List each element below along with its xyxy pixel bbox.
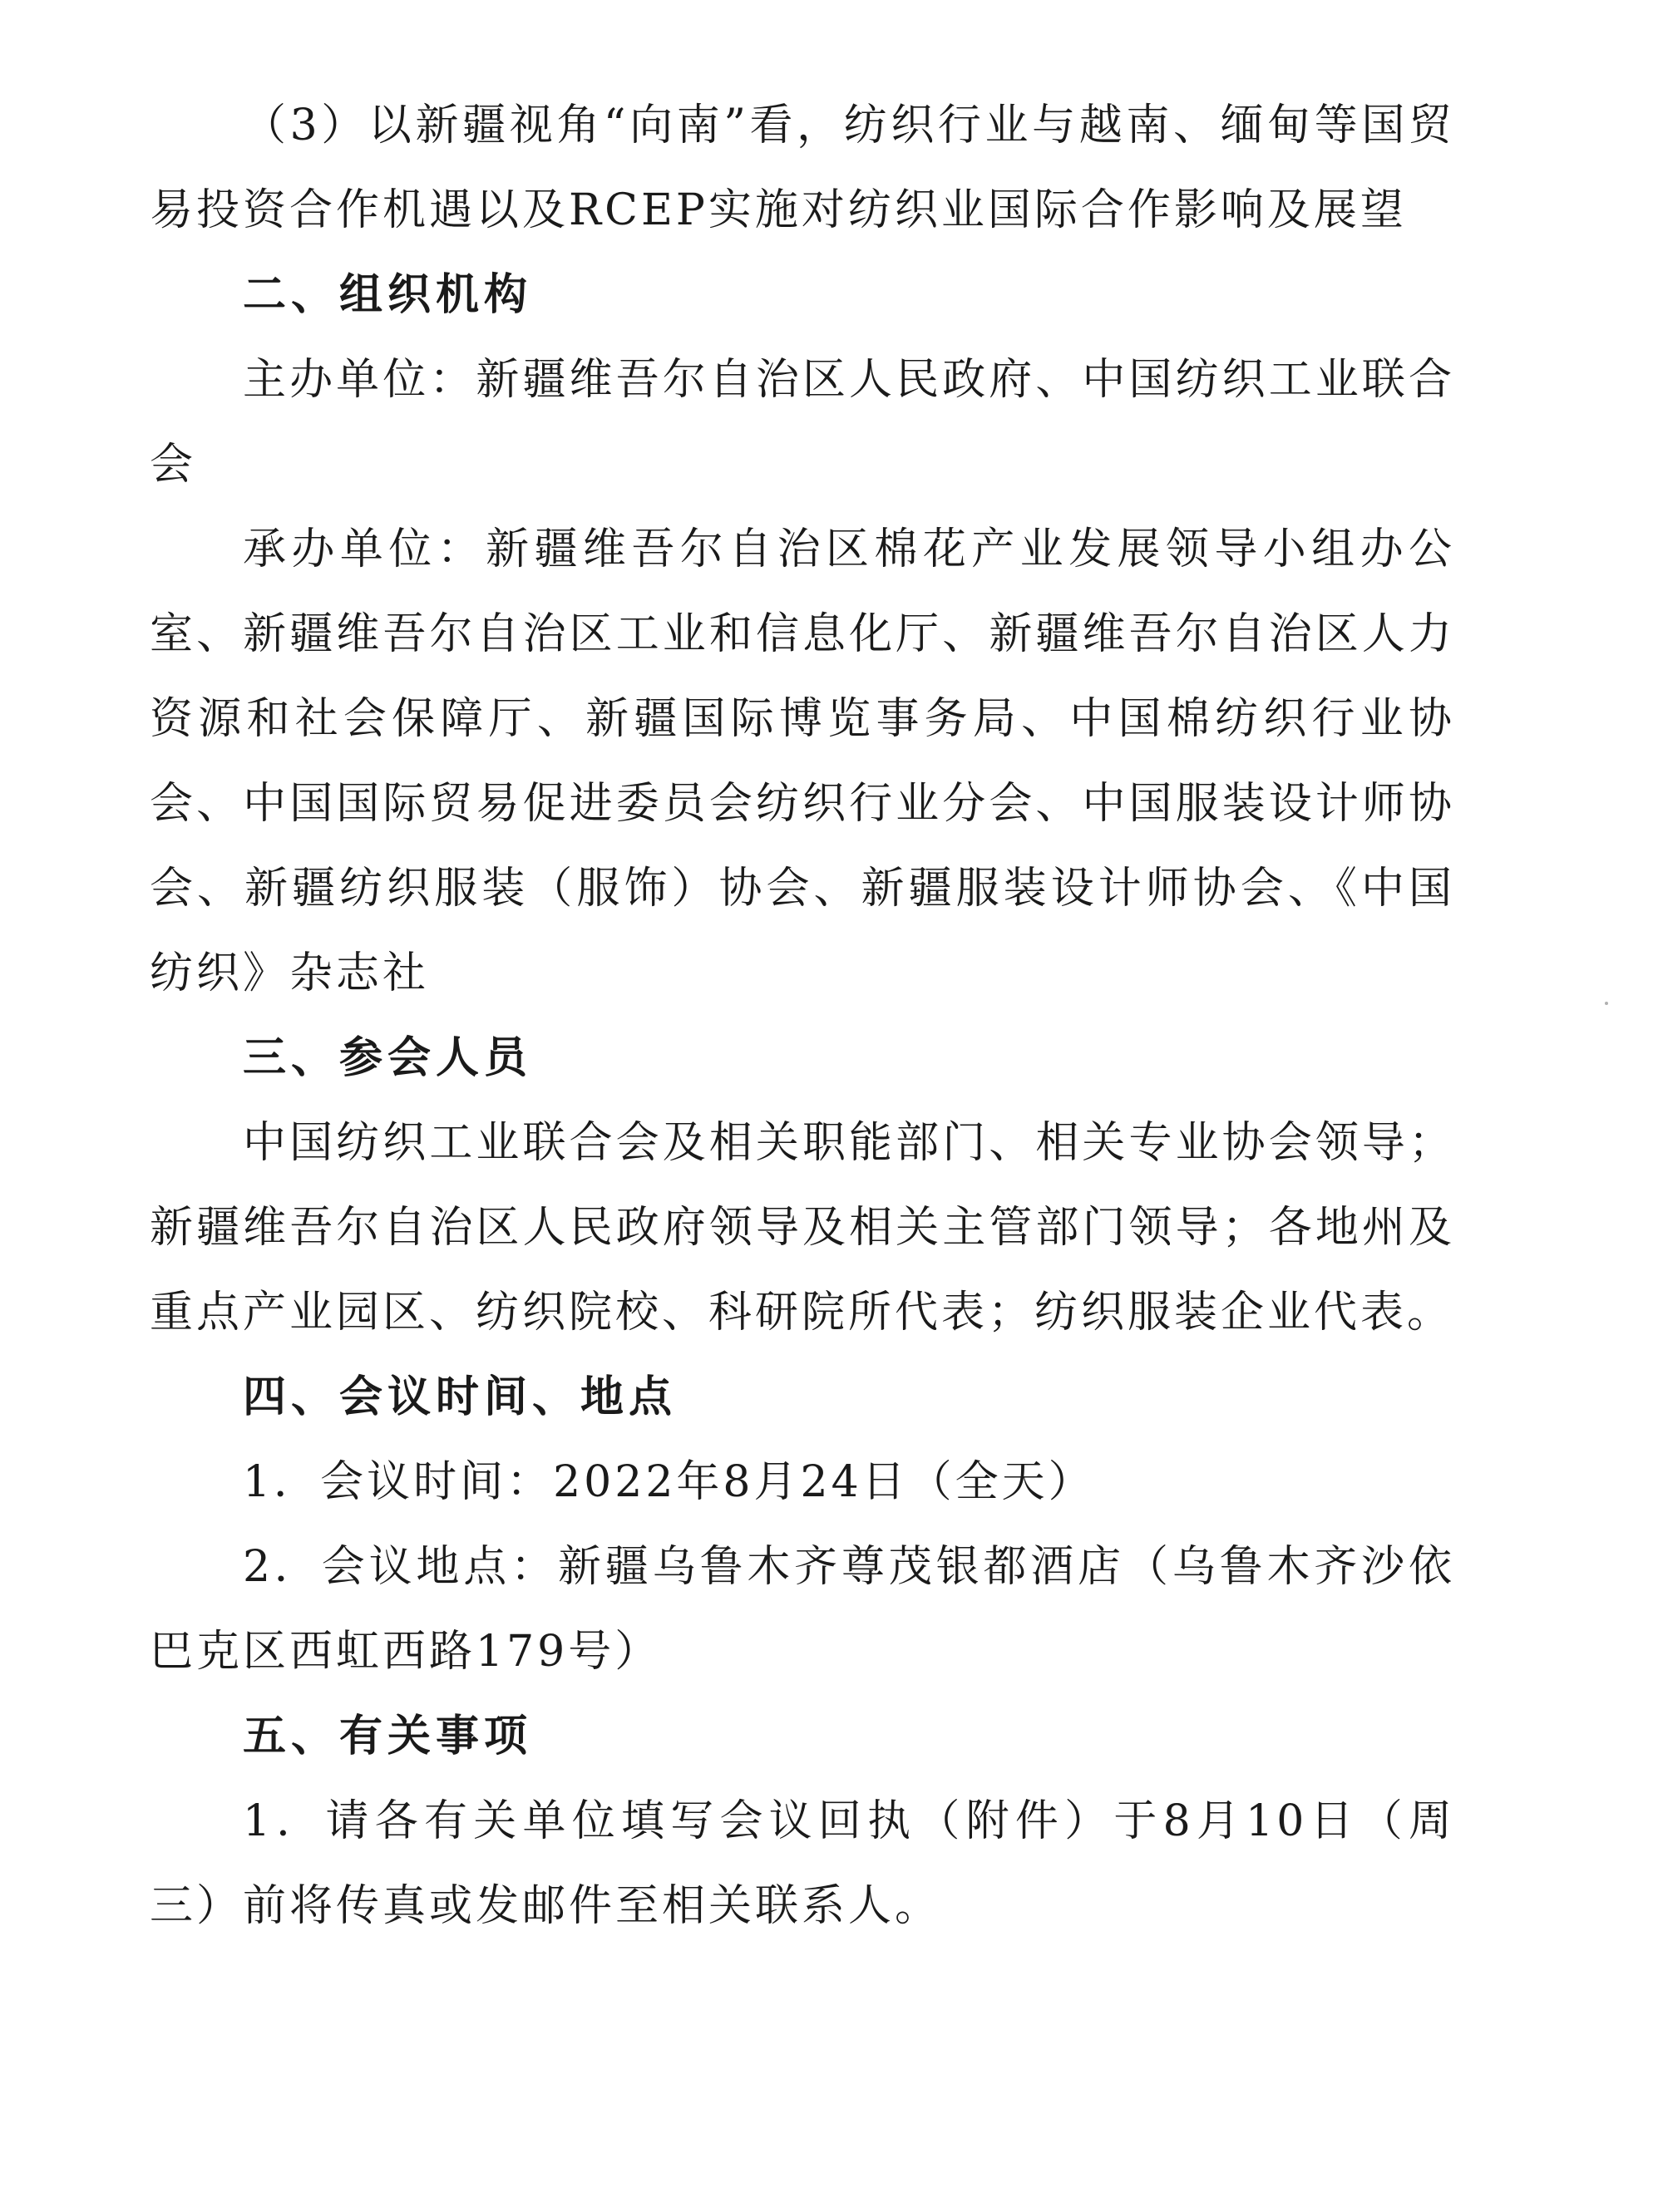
section-heading-organization: 二、组织机构 [243, 270, 533, 320]
organizing-units: 承办单位：新疆维吾尔自治区棉花产业发展领导小组办公室、新疆维吾尔自治区工业和信息化厅、新疆维吾尔自治区人力资源和社会保障厅、新疆国际博览事务局、中国棉纺织行业协会、中国国际贸易促进委员会纺织行业分会、中国服装设计师协会、新疆纺织服装（服饰）协会、新疆服装设计师协会、《中国纺织》杂志社 [150, 525, 1455, 998]
host-units: 主办单位：新疆维吾尔自治区人民政府、中国纺织工业联合会 [150, 355, 1455, 490]
matters-item-1: 1．请各有关单位填写会议回执（附件）于8月10日（周三）前将传真或发邮件至相关联系人。 [150, 1796, 1455, 1931]
meeting-place: 2．会议地点：新疆乌鲁木齐尊茂银都酒店（乌鲁木齐沙依巴克区西虹西路179号） [150, 1542, 1455, 1677]
section-heading-time-place: 四、会议时间、地点 [243, 1372, 678, 1422]
section-heading-attendees: 三、参会人员 [243, 1033, 533, 1083]
section-heading-matters: 五、有关事项 [243, 1712, 533, 1761]
intro-item-3: （3）以新疆视角“向南”看，纺织行业与越南、缅甸等国贸易投资合作机遇以及RCEP实施对纺织业国际合作影响及展望 [150, 101, 1455, 235]
meeting-time: 1．会议时间：2022年8月24日（全天） [243, 1457, 1095, 1507]
attendees-text: 中国纺织工业联合会及相关职能部门、相关专业协会领导；新疆维吾尔自治区人民政府领导及相关主管部门领导；各地州及重点产业园区、纺织院校、科研院所代表；纺织服装企业代表。 [150, 1118, 1455, 1338]
document-page [150, 83, 1455, 1948]
scan-speck [1605, 1002, 1608, 1005]
